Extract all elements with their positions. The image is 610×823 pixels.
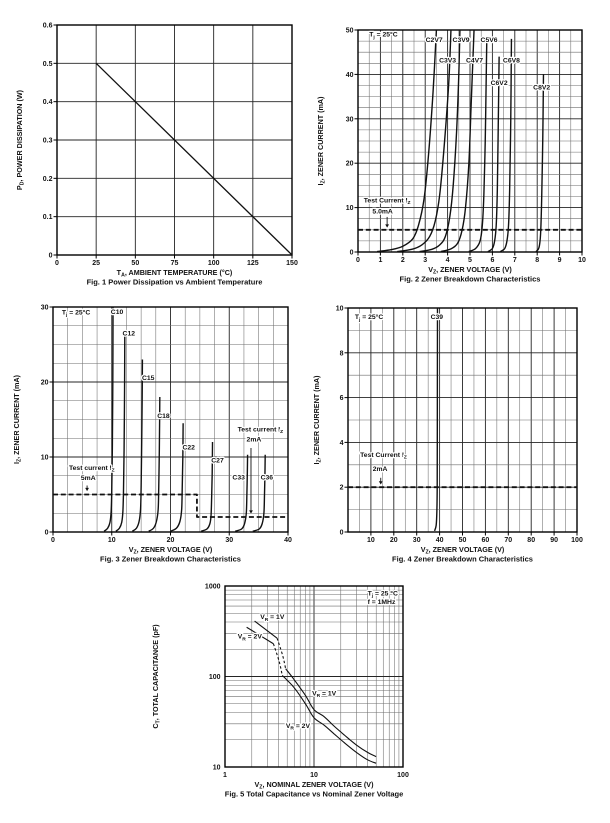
svg-text:Test current IZ: Test current $I_Z$: [237, 426, 284, 436]
svg-text:C3V9: C3V9: [452, 36, 470, 44]
svg-text:50: 50: [458, 537, 467, 544]
svg-text:VR = 1V: $V_R = 1V$: [312, 690, 337, 699]
svg-text:Fig. 3 Zener Breakdown Charac: Fig. 3 Zener Breakdown Characteristics: [100, 554, 241, 564]
svg-text:9: 9: [557, 257, 562, 264]
svg-text:30: 30: [40, 304, 49, 312]
svg-text:30: 30: [345, 116, 354, 124]
svg-text:VR = 2V: $V_R = 2V$: [285, 722, 311, 732]
svg-text:C6V2: C6V2: [490, 80, 508, 88]
svg-text:10: 10: [335, 305, 344, 313]
svg-text:10: 10: [40, 454, 49, 462]
fig1-power-dissipation-chart: [10, 12, 310, 294]
svg-text:20: 20: [345, 160, 354, 168]
svg-text:50: 50: [345, 27, 354, 35]
svg-text:C10: C10: [110, 308, 124, 316]
svg-text:Tj = 25°C: $T_j = 25^\circ C$: [61, 309, 91, 319]
fig4-zener-breakdown-chart: [310, 294, 610, 580]
svg-text:3: 3: [423, 257, 428, 264]
svg-text:C15: C15: [141, 374, 155, 382]
svg-text:C39: C39: [430, 314, 444, 322]
svg-text:125: 125: [246, 260, 259, 267]
svg-text:40: 40: [345, 71, 354, 79]
svg-text:2mA: 2mA: [372, 466, 388, 474]
svg-text:25: 25: [92, 260, 101, 267]
svg-text:0.1: 0.1: [42, 214, 53, 222]
fig3-zener-breakdown-figure: [10, 294, 310, 580]
svg-text:Tj = 25°C: $T_j = 25^\circ C$: [354, 314, 384, 323]
svg-text:8: 8: [339, 350, 344, 358]
svg-text:0: 0: [356, 257, 360, 264]
svg-text:30: 30: [412, 537, 421, 544]
svg-text:C33: C33: [232, 474, 245, 482]
svg-text:10: 10: [310, 772, 318, 779]
svg-text:VZ, NOMINAL ZENER VOLTAGE (V): $V_Z$, NOMINAL ZENER VOLTAGE (V): [254, 780, 374, 791]
svg-text:10: 10: [212, 764, 221, 772]
svg-text:0.5: 0.5: [42, 60, 53, 68]
svg-text:IZ, ZENER CURRENT (mA): $I_Z$, ZENER CURRENT (mA): [12, 374, 23, 465]
svg-text:20: 20: [166, 537, 175, 544]
svg-text:4: 4: [445, 257, 450, 264]
svg-text:0.6: 0.6: [42, 22, 53, 30]
svg-text:4: 4: [339, 439, 344, 447]
svg-text:C36: C36: [260, 474, 274, 482]
svg-text:100: 100: [397, 772, 409, 779]
svg-text:2: 2: [339, 484, 344, 492]
svg-text:0.2: 0.2: [42, 175, 53, 183]
svg-text:50: 50: [131, 260, 140, 267]
svg-text:Tj = 25°C: $T_j = 25^\circ C$: [369, 31, 398, 41]
svg-text:0: 0: [349, 249, 354, 257]
svg-text:10: 10: [107, 537, 116, 544]
svg-text:10: 10: [367, 537, 375, 544]
svg-text:100: 100: [571, 537, 583, 544]
svg-text:Tj = 25 °C: $T_j = 25$ °C: [367, 590, 398, 599]
svg-text:90: 90: [550, 537, 558, 544]
svg-text:5: 5: [468, 257, 472, 264]
svg-text:150: 150: [286, 260, 298, 267]
svg-text:2: 2: [400, 257, 405, 264]
svg-text:VZ, ZENER VOLTAGE (V): $V_Z$, ZENER VOLTAGE (V): [128, 545, 213, 556]
svg-text:IZ, ZENER CURRENT (mA): $I_Z$, ZENER CURRENT (mA): [316, 96, 327, 186]
svg-text:10: 10: [578, 257, 586, 264]
svg-text:Fig. 1 Power Dissipation vs A: Fig. 1 Power Dissipation vs Ambient Temperature: [86, 277, 263, 287]
svg-text:0.3: 0.3: [42, 137, 53, 145]
svg-text:1: 1: [223, 772, 227, 779]
svg-text:1: 1: [378, 257, 383, 264]
svg-text:20: 20: [389, 537, 398, 544]
svg-text:6: 6: [339, 395, 344, 403]
svg-text:0: 0: [51, 537, 55, 544]
svg-text:CT, TOTAL CAPACITANCE (pF): $C_T$, TOTAL CAPACITANCE (pF): [151, 624, 162, 729]
svg-text:VR = 2V: $V_R = 2V$: [237, 633, 262, 643]
svg-text:5.0mA: 5.0mA: [372, 208, 393, 216]
svg-text:80: 80: [527, 537, 536, 544]
svg-text:70: 70: [504, 537, 513, 544]
svg-text:Test current IZ: Test current $I_Z$: [69, 464, 115, 474]
svg-text:60: 60: [481, 537, 490, 544]
svg-text:1000: 1000: [204, 583, 221, 591]
svg-text:Fig. 4 Zener Breakdown Charac: Fig. 4 Zener Breakdown Characteristics: [392, 554, 533, 564]
svg-text:Test Current IZ: Test Current $I_Z$: [363, 197, 411, 206]
svg-text:C22: C22: [182, 444, 195, 452]
svg-text:10: 10: [345, 205, 354, 213]
svg-text:C12: C12: [122, 330, 136, 338]
svg-text:7: 7: [512, 257, 517, 264]
svg-text:30: 30: [225, 537, 234, 544]
svg-text:C2V7: C2V7: [425, 36, 443, 44]
svg-text:40: 40: [284, 537, 292, 544]
svg-text:IZ, ZENER CURRENT (mA): $I_Z$, ZENER CURRENT (mA): [312, 375, 323, 465]
svg-text:0: 0: [55, 260, 59, 267]
svg-text:Fig. 5 Total Capacitance vs N: Fig. 5 Total Capacitance vs Nominal Zener Voltage: [224, 789, 404, 799]
svg-text:TA, AMBIENT TEMPERATURE (°C): $T_A$, AMBIENT TEMPERATURE (°C): [116, 268, 233, 279]
svg-text:2mA: 2mA: [246, 436, 262, 444]
svg-text:40: 40: [435, 537, 444, 544]
svg-text:0: 0: [48, 252, 53, 260]
svg-text:8: 8: [535, 257, 540, 264]
svg-text:0: 0: [44, 529, 49, 537]
svg-text:C18: C18: [157, 413, 170, 420]
svg-text:6: 6: [490, 257, 495, 264]
svg-text:0.4: 0.4: [42, 99, 53, 107]
svg-text:C4V7: C4V7: [465, 57, 483, 65]
svg-text:C5V6: C5V6: [480, 36, 498, 44]
fig4-zener-breakdown-figure: [310, 294, 610, 580]
svg-text:Fig. 2 Zener Breakdown Charac: Fig. 2 Zener Breakdown Characteristics: [399, 274, 541, 284]
svg-text:VZ, ZENER VOLTAGE (V): $V_Z$, ZENER VOLTAGE (V): [428, 265, 512, 276]
svg-text:75: 75: [170, 260, 179, 267]
svg-text:C8V2: C8V2: [533, 84, 551, 92]
fig2-zener-breakdown-chart: [310, 10, 610, 294]
svg-text:20: 20: [40, 379, 49, 387]
fig5-capacitance-chart: [140, 576, 470, 823]
svg-text:100: 100: [207, 260, 220, 267]
svg-text:PD, POWER DISSIPATION (W): $P_D$, POWER DISSIPATION (W): [15, 89, 26, 191]
fig2-zener-breakdown-figure: [310, 10, 610, 294]
svg-text:C27: C27: [211, 457, 224, 465]
fig5-capacitance-figure: [140, 576, 470, 823]
svg-text:VZ, ZENER VOLTAGE (V): $V_Z$, ZENER VOLTAGE (V): [420, 545, 505, 556]
svg-text:C6V8: C6V8: [502, 57, 520, 65]
svg-text:Test Current IZ: Test Current $I_Z$: [360, 451, 407, 461]
svg-text:VR = 1V: $V_R = 1V$: [260, 614, 285, 623]
svg-text:100: 100: [208, 674, 221, 681]
svg-text:5mA: 5mA: [80, 474, 96, 482]
svg-text:C3V3: C3V3: [439, 57, 457, 65]
fig3-zener-breakdown-chart: [10, 294, 310, 580]
fig1-power-dissipation-figure: [10, 12, 310, 294]
svg-text:f = 1MHz: f = 1MHz: [367, 599, 396, 607]
svg-text:0: 0: [339, 529, 344, 537]
